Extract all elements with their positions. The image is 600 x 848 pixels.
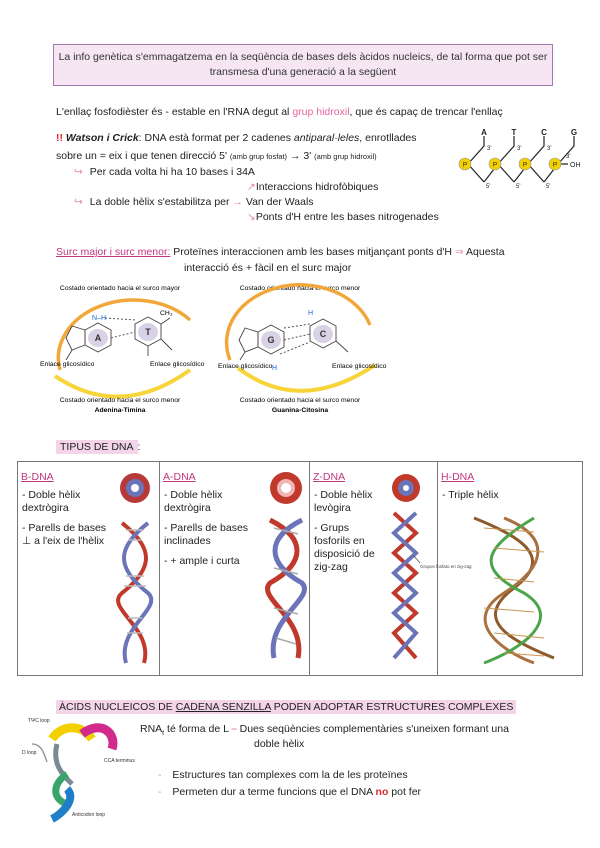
h-dna-list	[442, 489, 499, 509]
single-bullet-2-text: Permeten dur a terme funcions que el DNA	[172, 786, 373, 798]
rna-dash: ⎯	[231, 723, 237, 735]
at-base-t: T	[145, 327, 151, 337]
stability-text: La doble hèlix s'estabilitza per	[89, 196, 230, 208]
dash-marker: -	[158, 769, 162, 781]
grooves-text-2: Aquesta	[466, 246, 505, 258]
base-label-g: G	[570, 128, 578, 137]
a-dna-item-1: - Doble hèlix dextrògira	[164, 489, 223, 514]
a-dna-column	[160, 462, 310, 675]
phosphate-2: P	[492, 161, 498, 169]
z-dna-item-1: - Doble hèlix levògira	[314, 489, 373, 514]
at-base-a: A	[94, 333, 102, 343]
a-dna-item-3: - + ample i curta	[164, 555, 240, 567]
gc-bottom-label: Costado orientado hacia el surco menor	[239, 397, 361, 404]
no-word: no	[375, 786, 389, 798]
at-ch3: CH₃	[160, 310, 173, 317]
five-prime-1: 5'	[486, 184, 491, 190]
at-name: Adenina-Timina	[94, 407, 146, 414]
watson-direction-text: sobre un = eix i que tenen direcció 5'	[56, 150, 227, 162]
phosphodiester-post: , que és capaç de trencar l'enllaç	[349, 106, 503, 118]
five-prime-3: 5'	[546, 184, 551, 190]
b-dna-title: B-DNA	[21, 471, 54, 483]
dna-types-table	[17, 461, 583, 676]
grooves-text-3: interacció és + fàcil en el surc major	[184, 262, 352, 274]
z-dna-title: Z-DNA	[313, 471, 346, 483]
dna-types-colon: :	[137, 441, 141, 453]
direction-arrow: → 3'	[289, 150, 312, 162]
gc-enlace-right: Enlace glicosídico	[332, 363, 387, 370]
gc-name: Guanina-Citosina	[271, 407, 329, 414]
gc-top-label: Costado orientado hacia el surco menor	[239, 285, 361, 292]
arrow-right-icon: →	[232, 196, 243, 208]
force-2-text: Van der Waals	[245, 196, 314, 208]
rna-subscript: t	[162, 730, 165, 738]
hydroxyl-oh: OH	[570, 162, 581, 169]
implies-arrow: ⇒	[454, 246, 464, 258]
a-dna-title: A-DNA	[163, 471, 196, 483]
rna-l-shape-line	[140, 723, 509, 737]
turn-text: Per cada volta hi ha 10 bases i 34A	[89, 166, 255, 178]
at-enlace-right: Enlace glicosídico	[150, 361, 205, 368]
z-dna-list	[314, 489, 386, 581]
bullet-arrow-icon: ↪	[74, 196, 83, 208]
base-label-c: C	[541, 128, 547, 137]
grooves-line-2	[184, 262, 351, 274]
phosphodiester-pre: L'enllaç fosfodièster és - estable en l'RNA degut al	[56, 106, 290, 118]
three-prime-2: 3'	[517, 146, 522, 152]
trna-label-anticodon: Anticodon loop	[72, 812, 106, 818]
gc-base-c: C	[319, 329, 327, 339]
rna-desc-line-2	[254, 738, 304, 750]
gc-base-g: G	[267, 335, 275, 345]
three-prime-1: 3'	[487, 146, 492, 152]
force-1	[247, 181, 378, 193]
trna-label-tpsic: TΨC loop	[28, 718, 50, 724]
phosphate-note: (amb grup fosfat)	[229, 152, 288, 161]
dna-types-title	[56, 441, 140, 453]
exclamation-marks: !!	[56, 132, 63, 144]
single-bullet-1	[158, 769, 408, 781]
watson-text-2: , enrotllades	[359, 132, 417, 144]
single-strand-heading	[56, 700, 516, 714]
bullet-stability	[74, 196, 314, 208]
h-dna-column	[438, 462, 583, 675]
grooves-text-1: Proteïnes interaccionen amb les bases mitjançant ponts d'H	[173, 246, 452, 258]
gc-hydrogen-bottom: H	[272, 365, 278, 372]
base-label-t: T	[511, 128, 517, 137]
trna-label-cca: CCA terminus	[104, 758, 135, 764]
rna-desc-1: Dues seqüències complementàries s'uneixen formant una	[239, 723, 509, 735]
phosphate-1: P	[462, 161, 468, 169]
adenine-thymine-diagram	[30, 280, 210, 420]
b-dna-item-1: - Doble hèlix dextrògira	[22, 489, 81, 514]
strand-diagram	[450, 126, 590, 196]
hydroxyl-highlight: grup hidroxil	[292, 106, 350, 118]
dna-types-title-text: TIPUS DE DNA	[56, 440, 138, 454]
z-dna-note: Grupos fosfato en zig-zag	[420, 564, 472, 569]
at-top-label: Costado orientado hacia el surco mayor	[59, 285, 181, 292]
antiparallel-word: antiparal·leles	[293, 132, 360, 144]
at-bottom-label: Costado orientado hacia el surco menor	[59, 397, 181, 404]
watson-crick-names: Watson i Crick	[65, 132, 139, 144]
arrow-down-right-icon: ↘	[247, 211, 256, 223]
phosphodiester-line	[56, 106, 503, 118]
hydroxyl-note: (amb grup hidroxil)	[314, 152, 377, 161]
grooves-line-1	[56, 246, 505, 258]
watson-line-1	[56, 132, 417, 144]
a-dna-list	[164, 489, 266, 575]
a-dna-item-2: - Parells de bases inclinades	[164, 522, 249, 547]
dash-marker: -	[158, 786, 162, 798]
trna-structure-image	[22, 714, 135, 824]
single-pre: ÀCIDS NUCLEICOS DE	[59, 701, 173, 713]
phosphate-3: P	[522, 161, 528, 169]
watson-text-1: : DNA està format per 2 cadenes	[138, 132, 291, 144]
five-prime-2: 5'	[516, 184, 521, 190]
h-dna-triple-helix-image	[464, 508, 564, 668]
single-bullet-1-text: Estructures tan complexes com la de les proteïnes	[172, 769, 408, 781]
rna-text: RNA	[140, 723, 163, 735]
single-post: PODEN ADOPTAR ESTRUCTURES COMPLEXES	[273, 701, 514, 713]
b-dna-list	[22, 489, 112, 555]
watson-line-2	[56, 150, 377, 162]
guanine-cytosine-diagram	[210, 280, 390, 420]
bullet-turn	[74, 166, 255, 178]
grooves-title: Surc major i surc menor:	[56, 246, 171, 258]
single-bullet-2	[158, 786, 421, 798]
rna-desc-2: doble hèlix	[254, 738, 305, 750]
trna-label-dloop: D loop	[22, 750, 37, 756]
intro-box	[53, 44, 553, 86]
intro-text: La info genètica s'emmagatzema en la seqüència de bases dels àcidos nucleics, de tal forma que pot ser transmesa d'una generació a la següent	[58, 51, 548, 78]
a-dna-helix-image	[264, 468, 308, 668]
single-underlined: CADENA SENZILLA	[175, 701, 271, 713]
h-dna-title: H-DNA	[441, 471, 475, 483]
force-1-text: Interaccions hidrofòbiques	[255, 181, 379, 193]
three-prime-3: 3'	[547, 146, 552, 152]
h-dna-item-1: - Triple hèlix	[442, 489, 499, 501]
at-hydrogen-n: N–H	[92, 315, 107, 322]
gc-enlace-left: Enlace glicosídico	[218, 363, 273, 370]
b-dna-item-2: - Parells de bases ⊥ a l'eix de l'hèlix	[22, 522, 107, 547]
z-dna-item-2: - Grups fosforils en disposició de zig-zag	[314, 522, 375, 573]
at-enlace-left: Enlace glicosídico	[40, 361, 95, 368]
rna-l-text: té forma de L	[167, 723, 229, 735]
three-prime-4: 3'	[566, 154, 571, 160]
single-bullet-2-post: pot fer	[391, 786, 422, 798]
phosphate-4: P	[552, 161, 558, 169]
force-3-text: Ponts d'H entre les bases nitrogenades	[255, 211, 439, 223]
force-3	[247, 211, 439, 223]
gc-hydrogen-top: H	[308, 310, 314, 317]
base-label-a: A	[481, 128, 487, 137]
bullet-arrow-icon: ↪	[74, 166, 83, 178]
b-dna-helix-image	[114, 468, 156, 668]
b-dna-column	[18, 462, 160, 675]
arrow-up-right-icon: ↗	[247, 181, 256, 193]
